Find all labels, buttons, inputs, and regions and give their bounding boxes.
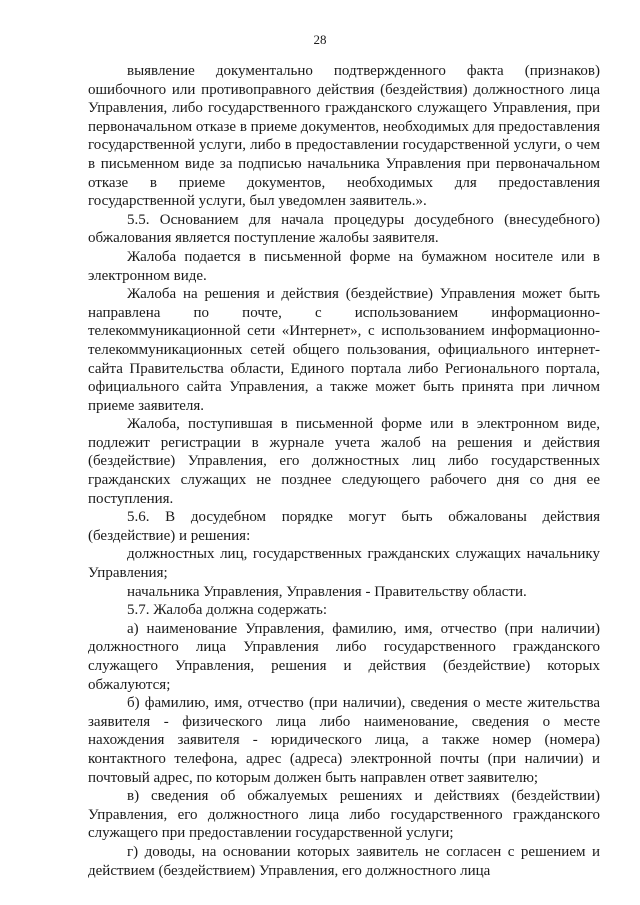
document-body [88,62,600,880]
paragraph-complaint-channels: Жалоба на решения и действия (бездействие) Управления может быть направлена по почте, с использованием информационно-телекоммуникационной сети «Интернет», с использованием информационно-телекоммуникационных сетей общего пользования, официального интернет-сайта Правительства области, Единого портала либо Регионального портала, официального сайта Управления, а также может быть принята при личном приеме заявителя. [88,286,600,414]
page-number: 28 [313,32,327,47]
paragraph-5-5: 5.5. Основанием для начала процедуры досудебного (внесудебного) обжалования является поступление жалобы заявителя. [88,211,600,247]
paragraph-appeal-officials: должностных лиц, государственных гражданских служащих начальнику Управления; [88,546,600,582]
paragraph-complaint-form: Жалоба подается в письменной форме на бумажном носителе или в электронном виде. [88,248,600,284]
paragraph-item-d: г) доводы, на основании которых заявитель не согласен с решением и действием (бездействием) Управления, его должностного лица [88,843,600,879]
paragraph-complaint-registration: Жалоба, поступившая в письменной форме или в электронном виде, подлежит регистрации в журнале учета жалоб на решения и действия (бездействие) Управления, его должностных лиц либо государственных гражданских служащих не позднее следующего рабочего дня со дня ее поступления. [88,416,600,507]
paragraph-item-c: в) сведения об обжалуемых решениях и действиях (бездействии) Управления, его должностного лица либо государственного гражданского служащего при предоставлении государственной услуги; [88,788,600,842]
paragraph-item-b: б) фамилию, имя, отчество (при наличии), сведения о месте жительства заявителя - физического лица либо наименование, сведения о месте нахождения заявителя - юридического лица, а также номер (номера) контактного телефона, адрес (адреса) электронной почты (при наличии) и почтовый адрес, по которым должен быть направлен ответ заявителю; [88,695,600,786]
paragraph-item-a: а) наименование Управления, фамилию, имя, отчество (при наличии) должностного лица Управления либо государственного гражданского служащего Управления, решения и действия (бездействие) которых обжалуются; [88,620,600,693]
paragraph-appeal-head: начальника Управления, Управления - Правительству области. [127,583,527,600]
paragraph-5-6: 5.6. В досудебном порядке могут быть обжалованы действия (бездействие) и решения: [88,509,600,544]
paragraph-continuation: выявление документально подтвержденного факта (признаков) ошибочного или противоправного действия (бездействия) должностного лица Управления, либо государственного гражданского служащего Управления, при первоначальном отказе в приеме документов, необходимых для предоставления государственной услуги, либо в предоставлении государственной услуги, о чем в письменном виде за подписью начальника Управления при первоначальном отказе в приеме документов, необходимых для предоставления государственной услуги, был уведомлен заявитель.». [88,63,600,210]
paragraph-5-7: 5.7. Жалоба должна содержать: [127,602,328,619]
